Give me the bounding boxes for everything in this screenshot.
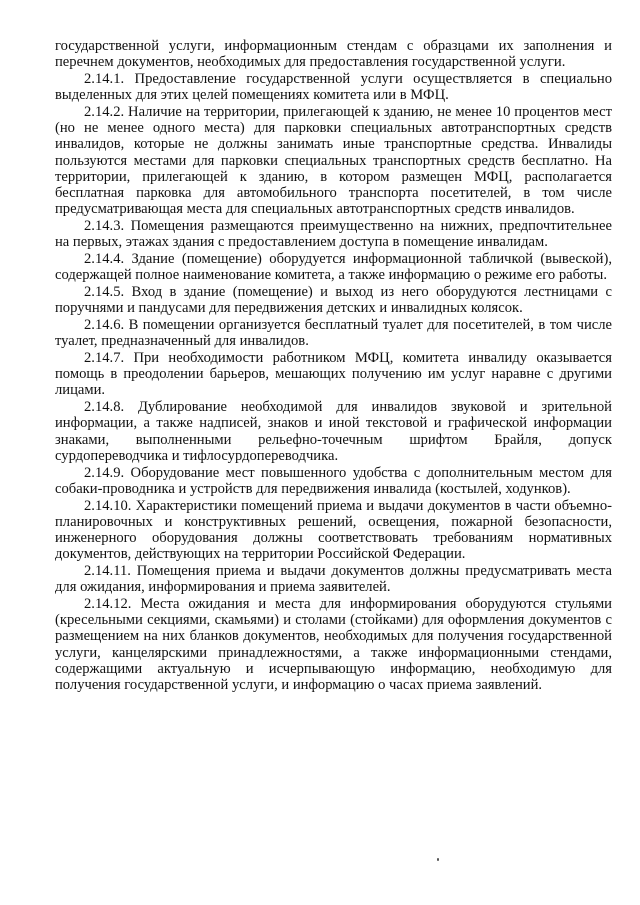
paragraph-2-14-6: 2.14.6. В помещении организуется бесплатный туалет для посетителей, в том числе туалет, предназначенный для инвалидов.	[55, 317, 612, 350]
paragraph-2-14-8: 2.14.8. Дублирование необходимой для инвалидов звуковой и зрительной информации, а также надписей, знаков и иной текстовой и графической информации знаками, выполненными рельефно-точечным шрифтом Брайля, допуск сурдопереводчика и тифлосурдопереводчика.	[55, 399, 612, 464]
paragraph-2-14-11: 2.14.11. Помещения приема и выдачи документов должны предусматривать места для ожидания, информирования и приема заявителей.	[55, 563, 612, 596]
document-body	[55, 38, 612, 694]
paragraph-2-14-12: 2.14.12. Места ожидания и места для информирования оборудуются стульями (кресельными секциями, скамьями) и столами (стойками) для оформления документов с размещением на них бланков документов, необходимых для получения государственной услуги, канцелярскими принадлежностями, а также информационными стендами, содержащими актуальную и исчерпывающую информацию, необходимую для получения государственной услуги, и информацию о часах приема заявлений.	[55, 596, 612, 694]
paragraph-2-14-10: 2.14.10. Характеристики помещений приема и выдачи документов в части объемно-планировочных и конструктивных решений, освещения, пожарной безопасности, инженерного оборудования должны соответствовать требованиям нормативных документов, действующих на территории Российской Федерации.	[55, 497, 612, 563]
paragraph-2-14-7: 2.14.7. При необходимости работником МФЦ, комитета инвалиду оказывается помощь в преодолении барьеров, мешающих получению им услуг наравне с другими лицами.	[55, 350, 612, 399]
paragraph-2-14-4: 2.14.4. Здание (помещение) оборудуется информационной табличкой (вывеской), содержащей полное наименование комитета, а также информацию о режиме его работы.	[55, 251, 612, 284]
scan-speck	[437, 858, 439, 861]
paragraph-continuation: государственной услуги, информационным стендам с образцами их заполнения и перечнем документов, необходимых для предоставления государственной услуги.	[55, 38, 612, 71]
paragraph-2-14-9: 2.14.9. Оборудование мест повышенного удобства с дополнительным местом для собаки-проводника и устройств для передвижения инвалида (костылей, ходунков).	[55, 464, 612, 497]
paragraph-2-14-5: 2.14.5. Вход в здание (помещение) и выход из него оборудуются лестницами с поручнями и пандусами для передвижения детских и инвалидных колясок.	[55, 284, 612, 317]
paragraph-2-14-1: 2.14.1. Предоставление государственной услуги осуществляется в специально выделенных для этих целей помещениях комитета или в МФЦ.	[55, 71, 612, 104]
paragraph-2-14-2: 2.14.2. Наличие на территории, прилегающей к зданию, не менее 10 процентов мест (но не менее одного места) для парковки специальных автотранспортных средств инвалидов, которые не должны занимать иные транспортные средства. Инвалиды пользуются местами для парковки специальных транспортных средств бесплатно. На территории, прилегающей к зданию, в котором размещен МФЦ, располагается бесплатная парковка для автомобильного транспорта посетителей, в том числе предусматривающая места для специальных автотранспортных средств инвалидов.	[55, 104, 612, 218]
paragraph-2-14-3: 2.14.3. Помещения размещаются преимущественно на нижних, предпочтительнее на первых, этажах здания с предоставлением доступа в помещение инвалидам.	[55, 218, 612, 251]
